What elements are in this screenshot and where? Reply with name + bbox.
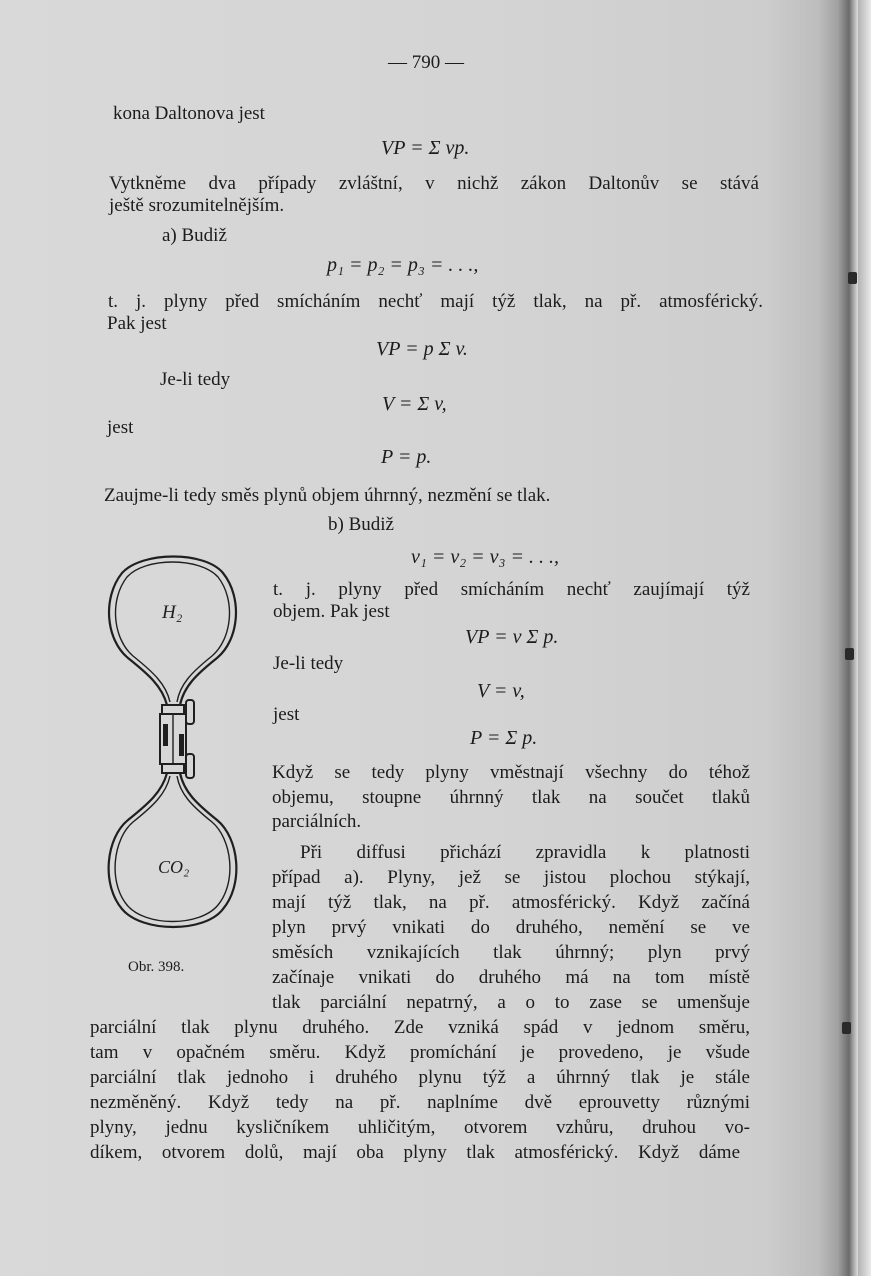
text-line: parciální tlak jednoho i druhého plynu týž a úhrnný tlak je stále <box>90 1067 750 1088</box>
text-line: tlak parciální nepatrný, a o to zase se umenšuje <box>272 992 750 1013</box>
text-line: začínaje vnikati do druhého má na tom místě <box>272 967 750 988</box>
text-line: t. j. plyny před smícháním nechť zaujímají týž <box>273 579 750 600</box>
two-bulb-apparatus-figure <box>100 548 250 948</box>
equation: VP = Σ vp. <box>381 137 470 159</box>
text-line: ještě srozumitelnějším. <box>109 195 285 216</box>
equation: VP = p Σ v. <box>376 338 468 360</box>
equation: p₁ = p₂ = p₃ = . . ., <box>327 254 479 276</box>
text-line: Je-li tedy <box>160 369 231 390</box>
text-line: nezměněný. Když tedy na př. naplníme dvě eprouvetty různými <box>90 1092 750 1113</box>
text-line: Pak jest <box>107 313 167 334</box>
text-line: plyn prvý vnikati do druhého, nemění se ve <box>272 917 750 938</box>
equation: P = p. <box>381 446 432 468</box>
text-line: případ a). Plyny, jež se jistou plochou stýkají, <box>272 867 750 888</box>
text-line: objemu, stoupne úhrnný tlak na součet tlaků <box>272 787 750 808</box>
text-line: směsích vznikajících tlak úhrnný; plyn prvý <box>272 942 750 963</box>
text-line: parciální tlak plynu druhého. Zde vzniká spád v jednom směru, <box>90 1017 750 1038</box>
text-line: jest <box>107 417 134 438</box>
carbon-dioxide-label: CO₂ <box>158 857 190 877</box>
text-line: jest <box>273 704 300 725</box>
text-line: parciálních. <box>272 811 362 832</box>
equation: V = Σ v, <box>382 393 447 415</box>
edge-mark <box>848 272 857 284</box>
text-line: Vytkněme dva případy zvláštní, v nichž zákon Daltonův se stává <box>109 173 759 194</box>
text-line: kona Daltonova jest <box>113 103 265 124</box>
text-line: b) Budiž <box>328 514 394 535</box>
equation: v₁ = v₂ = v₃ = . . ., <box>411 546 559 568</box>
hydrogen-label: H₂ <box>162 602 183 623</box>
text-line: objem. Pak jest <box>273 601 390 622</box>
text-line: a) Budiž <box>162 225 227 246</box>
text-line: Když se tedy plyny vměstnají všechny do téhož <box>272 762 750 783</box>
equation: VP = v Σ p. <box>465 626 559 648</box>
text-line: plyny, jednu kysličníkem uhličitým, otvorem vzhůru, druhou vo- <box>90 1117 750 1138</box>
page-edge-shadow <box>838 0 858 1276</box>
text-line: Je-li tedy <box>273 653 344 674</box>
text-line: díkem, otvorem dolů, mají oba plyny tlak atmosférický. Když dáme <box>90 1142 740 1163</box>
text-line: t. j. plyny před smícháním nechť mají týž tlak, na př. atmosférický. <box>108 291 763 312</box>
text-line: Při diffusi přichází zpravidla k platnosti <box>300 842 750 863</box>
equation: P = Σ p. <box>470 727 538 749</box>
page-number: — 790 — <box>388 52 464 73</box>
text-line: Zaujme-li tedy směs plynů objem úhrnný, nezmění se tlak. <box>104 485 551 506</box>
text-line: mají týž tlak, na př. atmosférický. Když začíná <box>272 892 750 913</box>
edge-mark <box>845 648 854 660</box>
text-line: tam v opačném směru. Když promíchání je provedeno, je všude <box>90 1042 750 1063</box>
figure-caption: Obr. 398. <box>128 959 185 975</box>
equation: V = v, <box>477 680 525 702</box>
edge-mark <box>842 1022 851 1034</box>
